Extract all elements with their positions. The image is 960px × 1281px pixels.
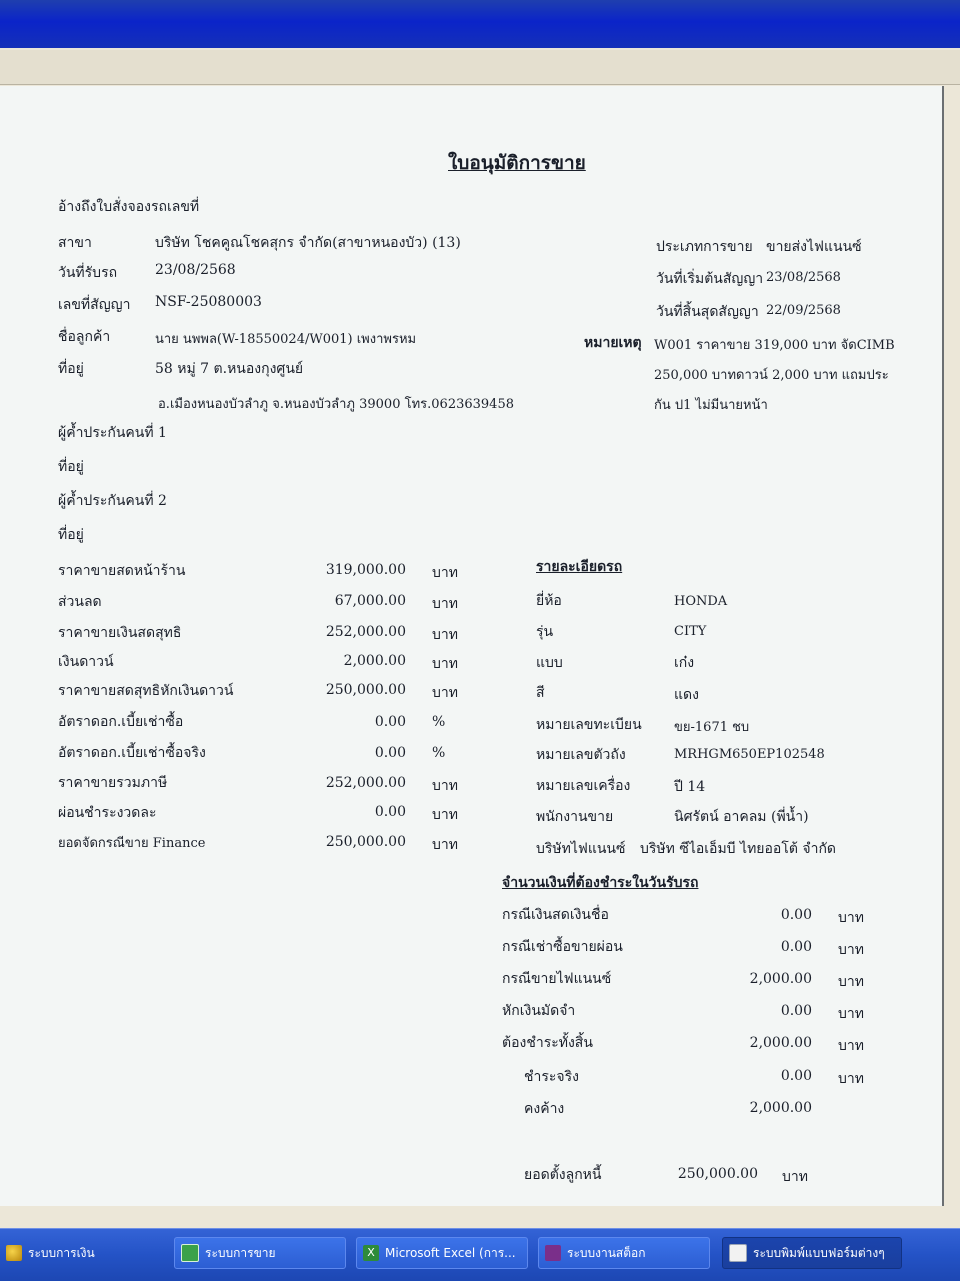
price-unit: บาท — [432, 565, 458, 581]
price-value: 250,000.00 — [325, 682, 406, 698]
payment-label: กรณีขายไฟแนนซ์ — [502, 971, 612, 987]
report-page — [0, 86, 944, 1206]
guarantor2-label: ผู้ค้ำประกันคนที่ 2 — [58, 493, 167, 509]
taskbar-item-label: ระบบการขาย — [205, 1245, 276, 1260]
taskbar-item-print-forms[interactable] — [722, 1237, 902, 1269]
contract-label: เลขที่สัญญา — [58, 297, 131, 313]
price-label: ยอดจัดกรณีขาย Finance — [58, 836, 206, 851]
paid-unit: บาท — [838, 1071, 864, 1087]
car-detail-label: หมายเลขตัวถัง — [536, 747, 626, 763]
price-value: 0.00 — [374, 804, 406, 820]
debt-label: ยอดตั้งลูกหนี้ — [524, 1167, 602, 1183]
price-label: เงินดาวน์ — [58, 654, 114, 670]
price-unit: บาท — [432, 596, 458, 612]
taskbar-item-excel[interactable] — [356, 1237, 528, 1269]
guarantor1-label: ผู้ค้ำประกันคนที่ 1 — [58, 425, 167, 441]
remaining-label: คงค้าง — [524, 1101, 565, 1117]
remark-line1: W001 ราคาขาย 319,000 บาท จัดCIMB — [654, 338, 895, 353]
car-detail-label: รุ่น — [536, 624, 554, 640]
price-label: ผ่อนชำระงวดละ — [58, 805, 157, 821]
price-unit: บาท — [432, 656, 458, 672]
sale-type-label: ประเภทการขาย — [656, 239, 753, 255]
car-detail-label: ยี่ห้อ — [536, 593, 562, 609]
price-label: ราคาขายสดสุทธิหักเงินดาวน์ — [58, 683, 234, 699]
taskbar-item-label: Microsoft Excel (การ... — [385, 1245, 516, 1260]
price-unit: บาท — [432, 837, 458, 853]
contract-value: NSF-25080003 — [155, 294, 262, 310]
contract-end-value: 22/09/2568 — [766, 303, 841, 318]
price-value: 0.00 — [374, 745, 406, 761]
price-value: 2,000.00 — [343, 653, 406, 669]
address-line1: 58 หมู่ 7 ต.หนองกุงศูนย์ — [155, 361, 304, 377]
payment-value: 0.00 — [780, 939, 812, 955]
car-details-heading: รายละเอียดรถ — [536, 559, 623, 575]
price-value: 252,000.00 — [325, 775, 406, 791]
payment-label: กรณีเงินสดเงินชื่อ — [502, 907, 609, 923]
customer-value: นาย นพพล(W-18550024/W001) เพงาพรหม — [155, 332, 417, 347]
price-unit: บาท — [432, 807, 458, 823]
window-title-bar — [0, 0, 960, 50]
sale-type-value: ขายส่งไฟแนนซ์ — [766, 239, 862, 255]
car-detail-value: ปี 14 — [674, 779, 706, 795]
address-label: ที่อยู่ — [58, 361, 84, 377]
paid-label: ชำระจริง — [524, 1069, 579, 1085]
contract-start-value: 23/08/2568 — [766, 270, 841, 285]
finance-company-label: บริษัทไฟแนนซ์ — [536, 841, 626, 857]
price-label: ส่วนลด — [58, 594, 102, 610]
debt-value: 250,000.00 — [677, 1166, 758, 1182]
remark-line2: 250,000 บาทดาวน์ 2,000 บาท แถมประ — [654, 368, 889, 383]
price-unit: บาท — [432, 627, 458, 643]
payment-unit: บาท — [838, 974, 864, 990]
price-unit: % — [432, 745, 446, 761]
coins-icon — [6, 1245, 22, 1261]
contract-start-label: วันที่เริ่มต้นสัญญา — [656, 271, 764, 287]
car-detail-label: พนักงานขาย — [536, 809, 614, 825]
payment-value: 2,000.00 — [749, 1035, 812, 1051]
price-unit: บาท — [432, 685, 458, 701]
price-label: ราคาขายรวมภาษี — [58, 775, 168, 791]
payment-unit: บาท — [838, 942, 864, 958]
payment-unit: บาท — [838, 910, 864, 926]
car-detail-label: หมายเลขเครื่อง — [536, 778, 631, 794]
price-label: ราคาขายเงินสดสุทธิ — [58, 625, 182, 641]
payment-label: กรณีเช่าซื้อขายผ่อน — [502, 939, 623, 955]
payment-unit: บาท — [838, 1006, 864, 1022]
taskbar — [0, 1228, 960, 1281]
price-value: 67,000.00 — [334, 593, 406, 609]
car-detail-label: แบบ — [536, 655, 563, 671]
price-value: 252,000.00 — [325, 624, 406, 640]
remark-label: หมายเหตุ — [584, 335, 642, 351]
customer-label: ชื่อลูกค้า — [58, 329, 111, 345]
taskbar-item-stock[interactable] — [538, 1237, 710, 1269]
payment-value: 2,000.00 — [749, 971, 812, 987]
branch-label: สาขา — [58, 235, 92, 251]
car-detail-label: หมายเลขทะเบียน — [536, 717, 642, 733]
price-label: อัตราดอก.เบี้ยเช่าซื้อ — [58, 714, 184, 730]
car-detail-value: HONDA — [674, 594, 728, 609]
car-detail-label: สี — [536, 685, 545, 701]
paid-value: 0.00 — [780, 1068, 812, 1084]
taskbar-item-sales[interactable] — [174, 1237, 346, 1269]
date-value: 23/08/2568 — [155, 262, 236, 278]
payment-label: ต้องชำระทั้งสิ้น — [502, 1035, 593, 1051]
branch-value: บริษัท โชคคูณโชคสุกร จำกัด(สาขาหนองบัว) (13) — [155, 235, 461, 251]
payment-value: 0.00 — [780, 1003, 812, 1019]
guarantor1-address-label: ที่อยู่ — [58, 459, 84, 475]
car-detail-value: นิศรัตน์ อาคลม (พี่น้ำ) — [674, 809, 809, 825]
taskbar-item-label: ระบบงานสต็อก — [567, 1245, 646, 1260]
payment-unit: บาท — [838, 1038, 864, 1054]
price-label: ราคาขายสดหน้าร้าน — [58, 563, 186, 579]
remaining-value: 2,000.00 — [749, 1100, 812, 1116]
guarantor2-address-label: ที่อยู่ — [58, 527, 84, 543]
car-detail-value: CITY — [674, 624, 707, 639]
car-detail-value: MRHGM650EP102548 — [674, 747, 825, 762]
address-line2: อ.เมืองหนองบัวลำภู จ.หนองบัวลำภู 39000 โทร.0623639458 — [158, 397, 514, 412]
date-label: วันที่รับรถ — [58, 265, 118, 281]
debt-unit: บาท — [782, 1169, 808, 1185]
payment-value: 0.00 — [780, 907, 812, 923]
price-value: 319,000.00 — [325, 562, 406, 578]
payment-heading: จำนวนเงินที่ต้องชำระในวันรับรถ — [502, 875, 699, 891]
price-value: 0.00 — [374, 714, 406, 730]
remark-line3: กัน ป1 ไม่มีนายหน้า — [654, 398, 768, 413]
car-detail-value: ขย-1671 ชบ — [674, 720, 750, 735]
contract-end-label: วันที่สิ้นสุดสัญญา — [656, 304, 759, 320]
green-app-icon — [181, 1244, 199, 1262]
car-detail-value: แดง — [674, 687, 699, 703]
reference-label: อ้างถึงใบสั่งจองรถเลขที่ — [58, 199, 200, 215]
price-label: อัตราดอก.เบี้ยเช่าซื้อจริง — [58, 745, 206, 761]
document-title: ใบอนุมัติการขาย — [448, 152, 586, 174]
taskbar-item-finance[interactable] — [0, 1237, 164, 1269]
taskbar-item-label: ระบบพิมพ์แบบฟอร์มต่างๆ — [753, 1245, 885, 1260]
finance-company-value: บริษัท ซีไอเอ็มบี ไทยออโต้ จำกัด — [640, 841, 837, 857]
price-value: 250,000.00 — [325, 834, 406, 850]
price-unit: บาท — [432, 778, 458, 794]
payment-label: หักเงินมัดจำ — [502, 1003, 576, 1019]
price-unit: % — [432, 714, 446, 730]
purple-app-icon — [545, 1245, 561, 1261]
report-toolbar — [0, 50, 960, 85]
document-icon — [729, 1244, 747, 1262]
taskbar-item-label: ระบบการเงิน — [28, 1245, 95, 1260]
excel-icon: X — [363, 1245, 379, 1261]
car-detail-value: เก๋ง — [674, 655, 695, 671]
